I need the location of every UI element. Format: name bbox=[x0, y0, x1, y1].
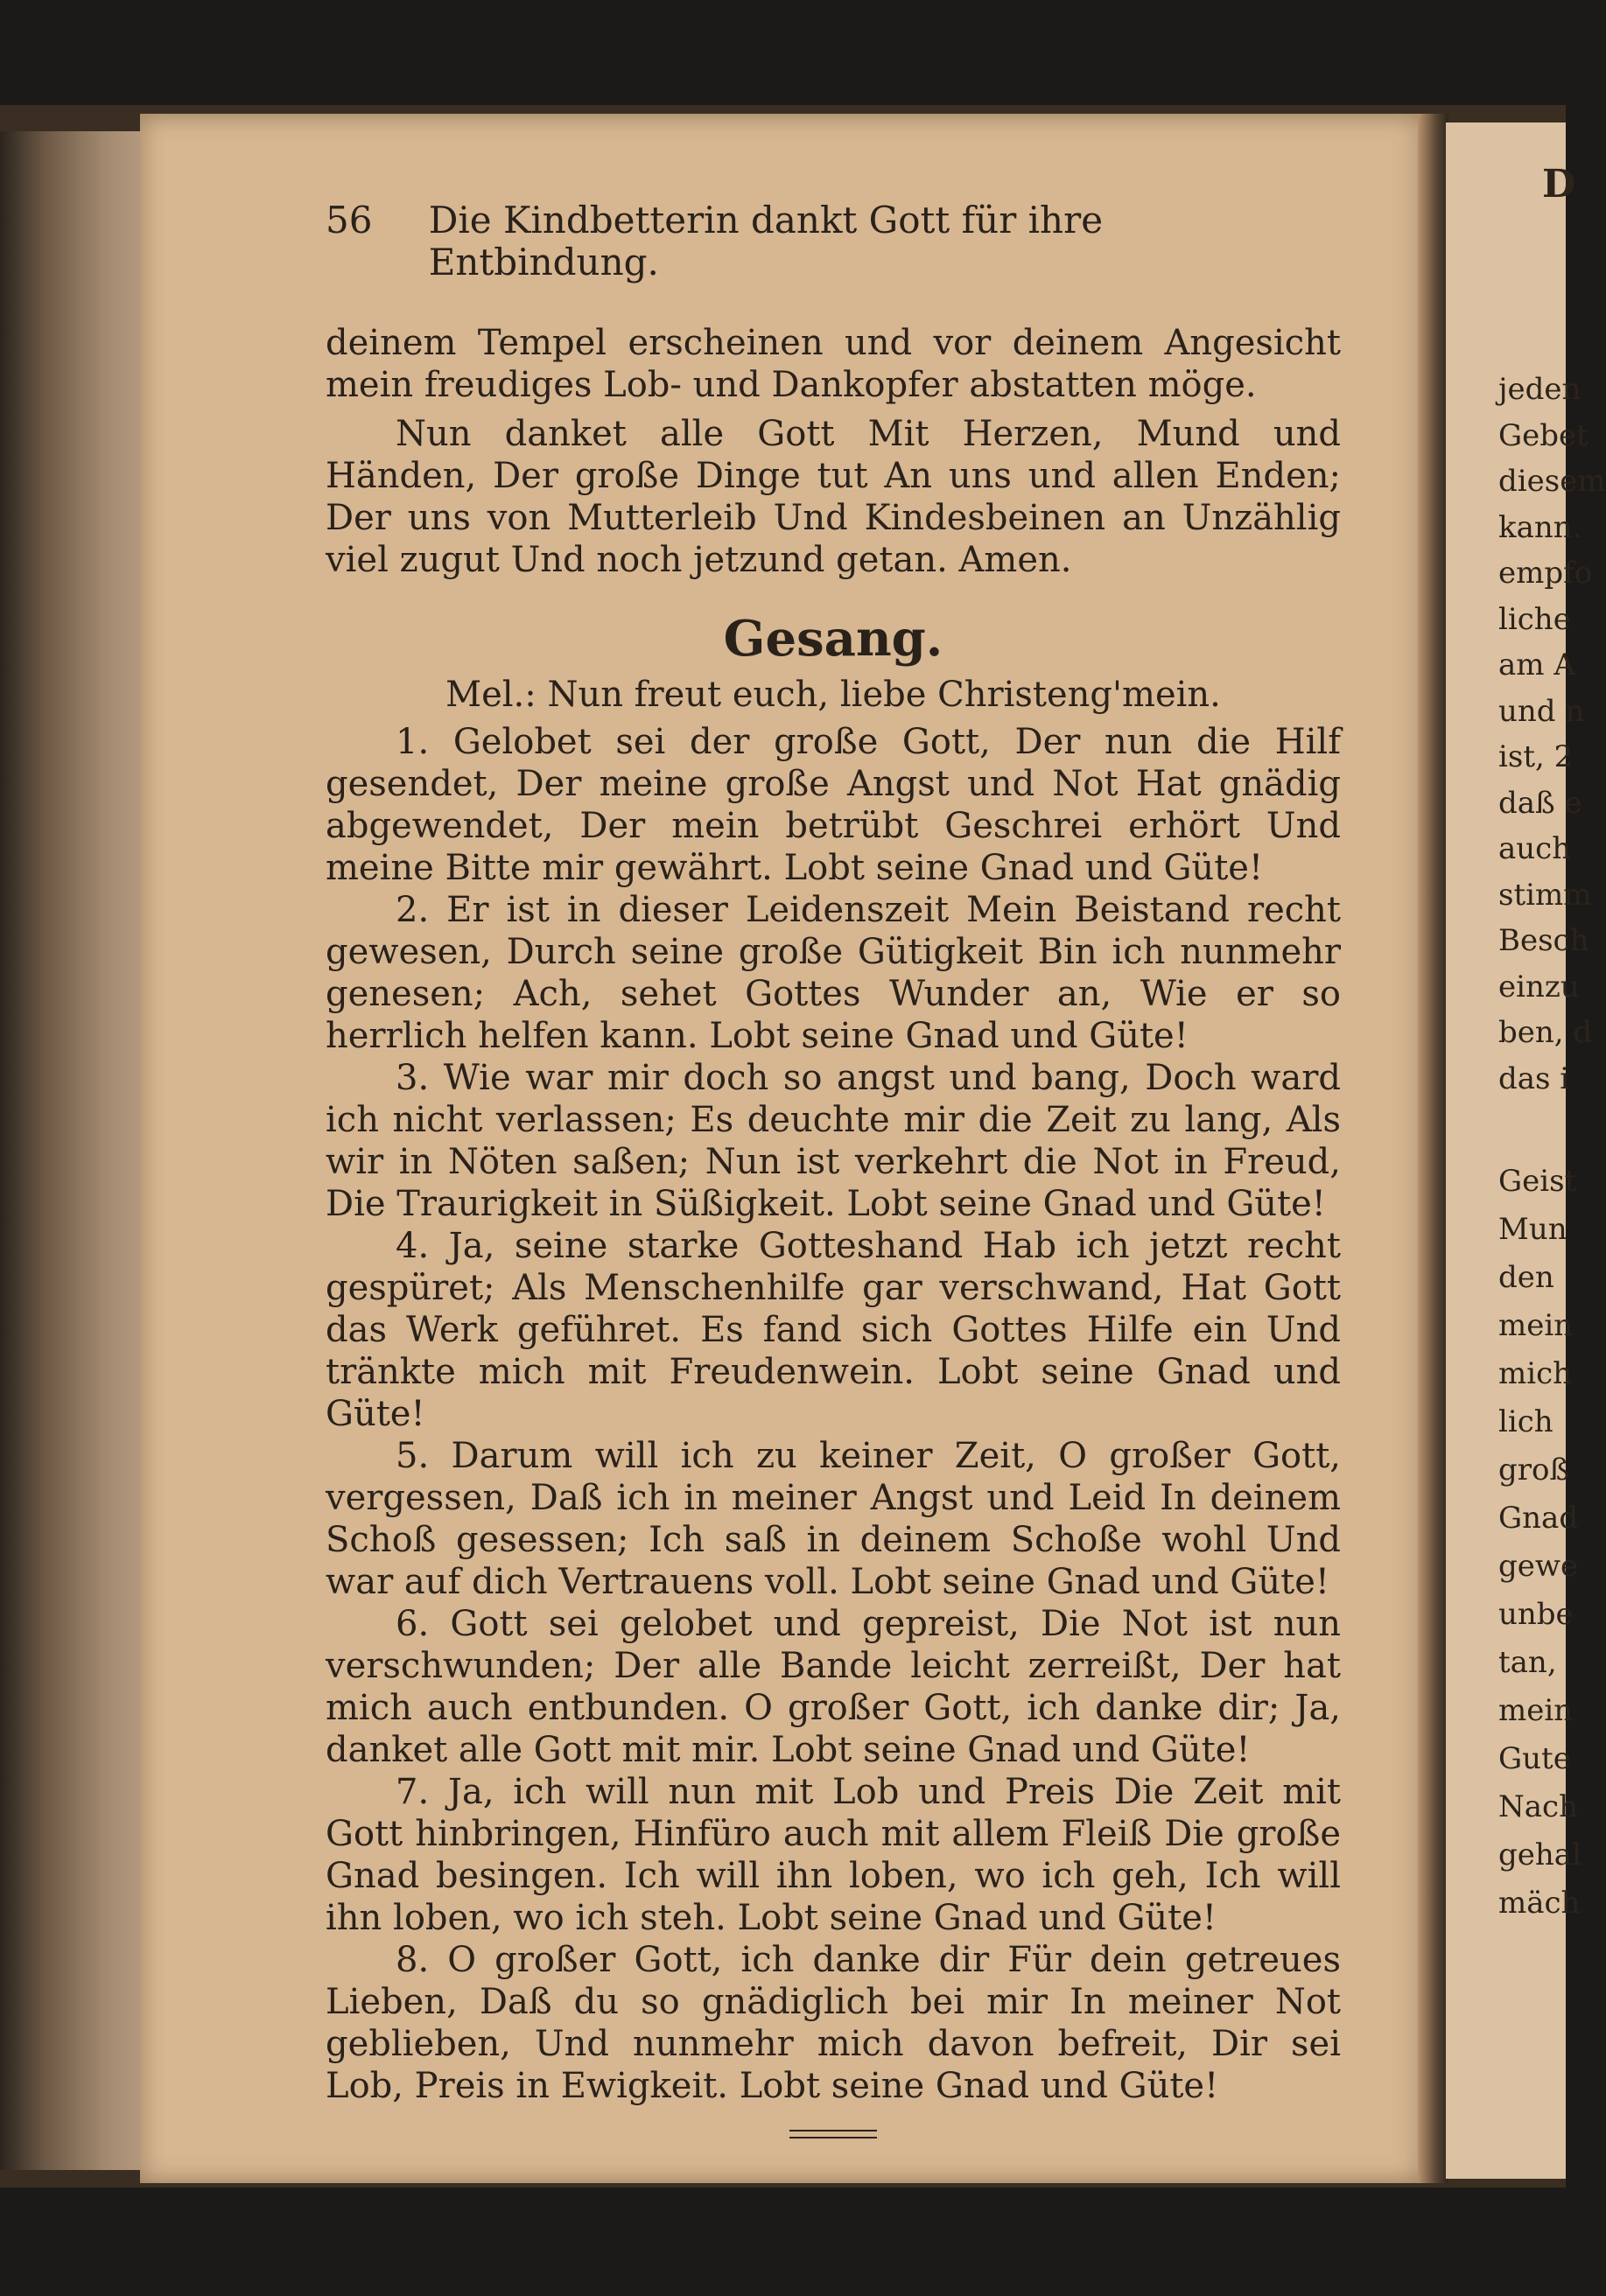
hymn-verse-1: 1. Gelobet sei der große Gott, Der nun die Hilf gesendet, Der meine große Angst und Not Hat gnädig abgewendet, Der mein betrübt Geschrei erhört Und meine Bitte mir gewährt. Lobt seine Gnad und Güte! bbox=[326, 722, 1341, 888]
facing-page-text: Gebet bbox=[1498, 418, 1588, 453]
hymn-verse-4: 4. Ja, seine starke Gotteshand Hab ich jetzt recht gespüret; Als Menschenhilfe gar verschwand, Hat Gott das Werk geführet. Es fand sich Gottes Hilfe ein Und tränkte mich mit Freudenwein. Lobt seine Gnad und Güte! bbox=[326, 1226, 1341, 1434]
running-header bbox=[326, 200, 1341, 284]
facing-page-text: mein bbox=[1498, 1308, 1574, 1343]
facing-page-text: Geist bbox=[1498, 1164, 1577, 1199]
facing-page-text: tan, bbox=[1498, 1645, 1557, 1680]
facing-page-text: den bbox=[1498, 1260, 1554, 1295]
facing-page-text: Besch bbox=[1498, 923, 1589, 958]
page-number: 56 bbox=[326, 199, 373, 242]
facing-page-text: Gnad bbox=[1498, 1501, 1579, 1536]
hymn-verse-6: 6. Gott sei gelobet und gepreist, Die Not ist nun verschwunden; Der alle Bande leicht zerreißt, Der hat mich auch entbunden. O großer Gott, ich danke dir; Ja, danket alle Gott mit mir. Lobt seine Gnad und Güte! bbox=[326, 1604, 1341, 1770]
facing-page-text: am A bbox=[1498, 648, 1575, 682]
page-content bbox=[326, 200, 1341, 2138]
facing-page-text: D bbox=[1542, 162, 1576, 206]
facing-page-text: unbe bbox=[1498, 1597, 1574, 1632]
facing-page-text: mich bbox=[1498, 1356, 1573, 1391]
prayer-paragraph: Nun danket alle Gott Mit Herzen, Mund und Händen, Der große Dinge tut An uns und allen Enden; Der uns von Mutterleib Und Kindesbeinen an Unzählig viel zugut Und noch jetzund getan. Amen. bbox=[326, 414, 1341, 580]
intro-paragraph: deinem Tempel erscheinen und vor deinem Angesicht mein freudiges Lob- und Dankopfer abstatten möge. bbox=[326, 323, 1341, 405]
facing-page-text: gewe bbox=[1498, 1549, 1579, 1584]
facing-page-text: Mun bbox=[1498, 1212, 1567, 1247]
facing-page-text: das i bbox=[1498, 1061, 1570, 1096]
facing-page-text: gehal bbox=[1498, 1838, 1581, 1872]
facing-page-text: lich bbox=[1498, 1404, 1553, 1439]
facing-page-text: Gute bbox=[1498, 1741, 1571, 1776]
facing-page-text: kann. bbox=[1498, 510, 1582, 545]
facing-page-text: und n bbox=[1498, 694, 1585, 729]
hymn-melody: Mel.: Nun freut euch, liebe Christeng'mein. bbox=[445, 675, 1221, 715]
running-title: Die Kindbetterin dankt Gott für ihre Entbindung. bbox=[428, 199, 1104, 284]
facing-page-text: empfo bbox=[1498, 556, 1593, 591]
hymn-verse-2: 2. Er ist in dieser Leidenszeit Mein Beistand recht gewesen, Durch seine große Gütigkeit Bin ich nunmehr genesen; Ach, sehet Gottes Wunder an, Wie er so herrlich helfen kann. Lobt seine Gnad und Güte! bbox=[326, 890, 1341, 1056]
book-gutter bbox=[1418, 114, 1448, 2183]
facing-page-text: groß bbox=[1498, 1452, 1570, 1488]
facing-page-text: ist, 2 bbox=[1498, 739, 1574, 774]
facing-page-text: jeden bbox=[1498, 372, 1581, 407]
facing-page-text: mein bbox=[1498, 1693, 1574, 1728]
hymn-verse-5: 5. Darum will ich zu keiner Zeit, O großer Gott, vergessen, Daß ich in meiner Angst und Leid In deinem Schoß gesessen; Ich saß in deinem Schoße wohl Und war auf dich Vertrauens voll. Lobt seine Gnad und Güte! bbox=[326, 1436, 1341, 1602]
facing-page-text: stimm bbox=[1498, 878, 1592, 913]
facing-page-fragment bbox=[1446, 122, 1606, 2179]
facing-page-text: liche bbox=[1498, 602, 1571, 637]
facing-page-text: mäch bbox=[1498, 1886, 1581, 1921]
facing-page-text: einzu bbox=[1498, 970, 1580, 1004]
hymn-verse-8: 8. O großer Gott, ich danke dir Für dein getreues Lieben, Daß du so gnädiglich bei mir In meiner Not geblieben, Und nunmehr mich davon befreit, Dir sei Lob, Preis in Ewigkeit. Lobt seine Gnad und Güte! bbox=[326, 1940, 1341, 2106]
facing-page-text: daß e bbox=[1498, 786, 1582, 821]
hymn-verses bbox=[326, 721, 1341, 2107]
facing-page-text: diesem bbox=[1498, 464, 1606, 499]
end-rule bbox=[789, 2130, 877, 2138]
facing-page-text: auch bbox=[1498, 831, 1572, 866]
facing-page-text: ben, d bbox=[1498, 1015, 1593, 1050]
hymn-verse-3: 3. Wie war mir doch so angst und bang, Doch ward ich nicht verlassen; Es deuchte mir die Zeit zu lang, Als wir in Nöten saßen; Nun ist verkehrt die Not in Freud, Die Traurigkeit in Süßigkeit. Lobt seine Gnad und Güte! bbox=[326, 1058, 1341, 1224]
facing-page-text: Nach bbox=[1498, 1789, 1578, 1824]
hymn-verse-7: 7. Ja, ich will nun mit Lob und Preis Die Zeit mit Gott hinbringen, Hinfüro auch mit allem Fleiß Die große Gnad besingen. Ich will ihn loben, wo ich geh, Ich will ihn loben, wo ich steh. Lobt seine Gnad und Güte! bbox=[326, 1772, 1341, 1938]
hymn-title: Gesang. bbox=[723, 610, 943, 668]
page-stack-edge bbox=[0, 131, 153, 2170]
